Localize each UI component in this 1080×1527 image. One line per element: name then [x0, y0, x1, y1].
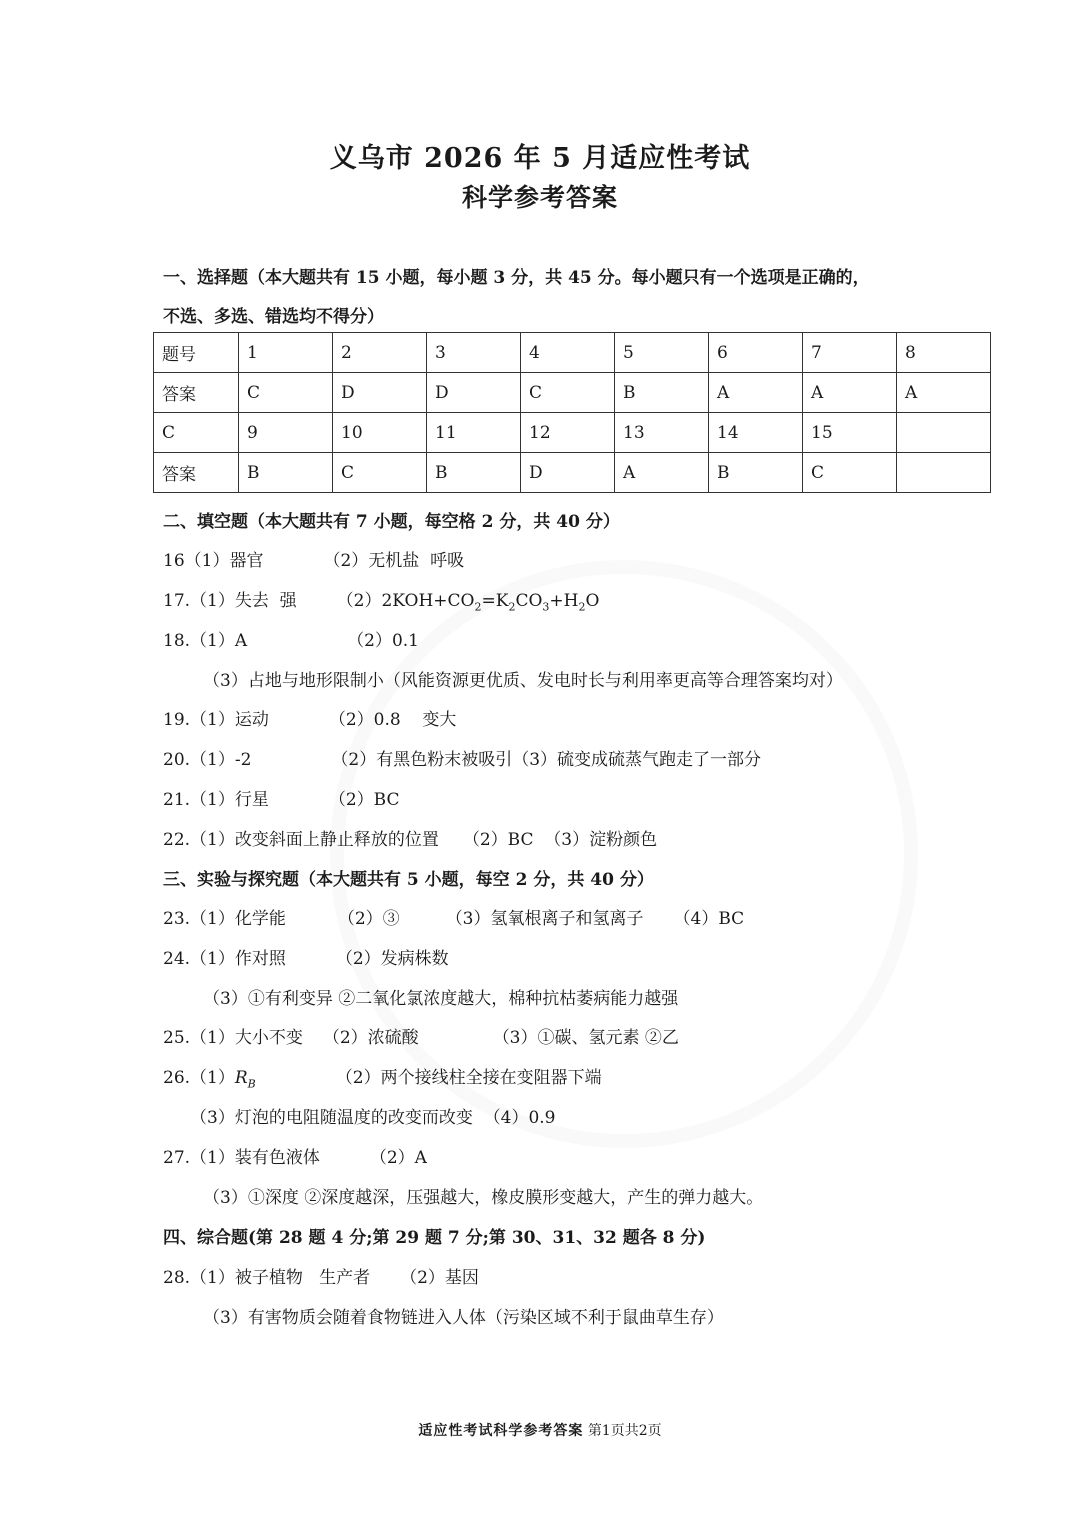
answer-table-row: [154, 453, 991, 493]
q23-part3: （3）氢氧根离子和氢离子: [445, 909, 644, 929]
answer-table-cell: 4: [521, 333, 615, 373]
answer-table-cell: 11: [427, 413, 521, 453]
q28-part1: 28.（1）被子植物 生产者: [163, 1268, 371, 1288]
answer-table-cell: A: [615, 453, 709, 493]
q18-part2: （2）0.1: [347, 631, 419, 651]
q23-part1: 23.（1）化学能: [163, 909, 286, 929]
answer-table-cell: B: [427, 453, 521, 493]
answer-table-cell: 8: [897, 333, 991, 373]
answer-22: [163, 828, 657, 852]
answer-table: [153, 332, 991, 493]
answer-table-cell: A: [709, 373, 803, 413]
page-footer: [0, 1420, 1080, 1440]
q24-part2: （2）发病株数: [335, 949, 449, 969]
answer-27: [163, 1146, 427, 1170]
answer-table-cell: D: [521, 453, 615, 493]
answer-28: [163, 1266, 479, 1290]
q27-part2: （2）A: [369, 1148, 427, 1168]
answer-table-cell: 7: [803, 333, 897, 373]
answer-table-cell: 3: [427, 333, 521, 373]
answer-table-cell: 6: [709, 333, 803, 373]
section3-heading: 三、实验与探究题（本大题共有 5 小题，每空 2 分，共 40 分）: [163, 870, 654, 890]
answer-table-cell: 13: [615, 413, 709, 453]
q19-part1: 19.（1）运动: [163, 710, 269, 730]
section1-heading-line2: 不选、多选、错选均不得分）: [163, 307, 384, 327]
q22-part1: 22.（1）改变斜面上静止释放的位置: [163, 830, 439, 850]
answer-table-cell: 答案: [154, 373, 239, 413]
answer-table-cell: B: [615, 373, 709, 413]
answer-table-row: [154, 333, 991, 373]
answer-table-cell: A: [803, 373, 897, 413]
answer-table-cell: C: [333, 453, 427, 493]
answer-table-cell: B: [709, 453, 803, 493]
answer-18: [163, 629, 419, 653]
footer-label: 适应性考试科学参考答案: [418, 1423, 584, 1439]
answer-table-cell: D: [333, 373, 427, 413]
answer-table-cell: A: [897, 373, 991, 413]
q18-part1: 18.（1）A: [163, 631, 248, 651]
q20-part2: （2）有黑色粉末被吸引（3）硫变成硫蒸气跑走了一部分: [331, 750, 762, 770]
answer-table-cell: 5: [615, 333, 709, 373]
q21-part2: （2）BC: [328, 790, 400, 810]
answer-23: [163, 907, 744, 931]
q24-part1: 24.（1）作对照: [163, 949, 286, 969]
answer-17: [163, 589, 599, 619]
q23-part2: （2）③: [337, 909, 400, 929]
answer-26-part3: （3）灯泡的电阻随温度的改变而改变 （4）0.9: [190, 1108, 556, 1128]
answer-table-cell: C: [803, 453, 897, 493]
answer-16: [163, 549, 464, 573]
answer-table-cell: 10: [333, 413, 427, 453]
answer-table-cell: [897, 453, 991, 493]
answer-25: [163, 1026, 679, 1050]
q25-part3: （3）①碳、氢元素 ②乙: [492, 1028, 679, 1048]
q23-part4: （4）BC: [673, 909, 745, 929]
q22-part2: （2）BC （3）淀粉颜色: [462, 830, 658, 850]
exam-title: 义乌市 2026 年 5 月适应性考试: [329, 143, 751, 174]
answer-table-cell: 1: [239, 333, 333, 373]
answer-table-cell: D: [427, 373, 521, 413]
q17-equation: $(2)2KOH+CO_2=K_2CO_3+H_2O$: [336, 591, 600, 614]
section1-heading-line1: 一、选择题（本大题共有 15 小题，每小题 3 分，共 45 分。每小题只有一个选项是正确的，: [163, 268, 870, 288]
q21-part1: 21.（1）行星: [163, 790, 269, 810]
q28-part2: （2）基因: [400, 1268, 479, 1288]
q16-part1: 16（1）器官: [163, 551, 264, 571]
q25-part1: 25.（1）大小不变: [163, 1028, 303, 1048]
answer-28-part3: （3）有害物质会随着食物链进入人体（污染区域不利于鼠曲草生存）: [203, 1308, 724, 1328]
answer-table-cell: 9: [239, 413, 333, 453]
answer-table-cell: 12: [521, 413, 615, 453]
answer-table-cell: 答案: [154, 453, 239, 493]
q26-resistor-symbol: $R_B$: [234, 1068, 256, 1091]
section4-heading: 四、综合题(第 28 题 4 分;第 29 题 7 分;第 30、31、32 题各 8 分): [163, 1228, 706, 1248]
answer-table-cell: C: [154, 413, 239, 453]
answer-table-cell: C: [521, 373, 615, 413]
answer-table-cell: 题号: [154, 333, 239, 373]
q19-part2: （2）0.8 变大: [328, 710, 457, 730]
answer-21: [163, 788, 400, 812]
q27-part1: 27.（1）装有色液体: [163, 1148, 320, 1168]
section2-heading: 二、填空题（本大题共有 7 小题，每空格 2 分，共 40 分）: [163, 512, 620, 532]
q26-part2: （2）两个接线柱全接在变阻器下端: [335, 1068, 602, 1088]
footer-page-number: 第1页共2页: [587, 1423, 662, 1439]
answer-27-part3: （3）①深度 ②深度越深，压强越大，橡皮膜形变越大，产生的弹力越大。: [203, 1188, 764, 1208]
exam-subtitle: 科学参考答案: [461, 183, 618, 212]
answer-19: [163, 708, 456, 732]
answer-table-row: [154, 413, 991, 453]
answer-24: [163, 947, 449, 971]
q16-part2: （2）无机盐 呼吸: [323, 551, 465, 571]
answer-table-cell: [897, 413, 991, 453]
answer-table-row: [154, 373, 991, 413]
answer-24-part3: （3）①有利变异 ②二氧化氯浓度越大，棉种抗枯萎病能力越强: [203, 989, 679, 1009]
answer-20: [163, 748, 761, 772]
answer-table-cell: C: [239, 373, 333, 413]
answer-table-cell: B: [239, 453, 333, 493]
answer-18-part3: （3）占地与地形限制小（风能资源更优质、发电时长与利用率更高等合理答案均对）: [203, 671, 843, 691]
q25-part2: （2）浓硫酸: [322, 1028, 419, 1048]
q20-part1: 20.（1）-2: [163, 750, 252, 770]
answer-table-cell: 2: [333, 333, 427, 373]
answer-table-cell: 14: [709, 413, 803, 453]
q17-part1: 17.（1）失去 强: [163, 591, 297, 611]
q26-part1: 26.（1）: [163, 1068, 235, 1088]
answer-26: [163, 1066, 602, 1096]
answer-table-cell: 15: [803, 413, 897, 453]
